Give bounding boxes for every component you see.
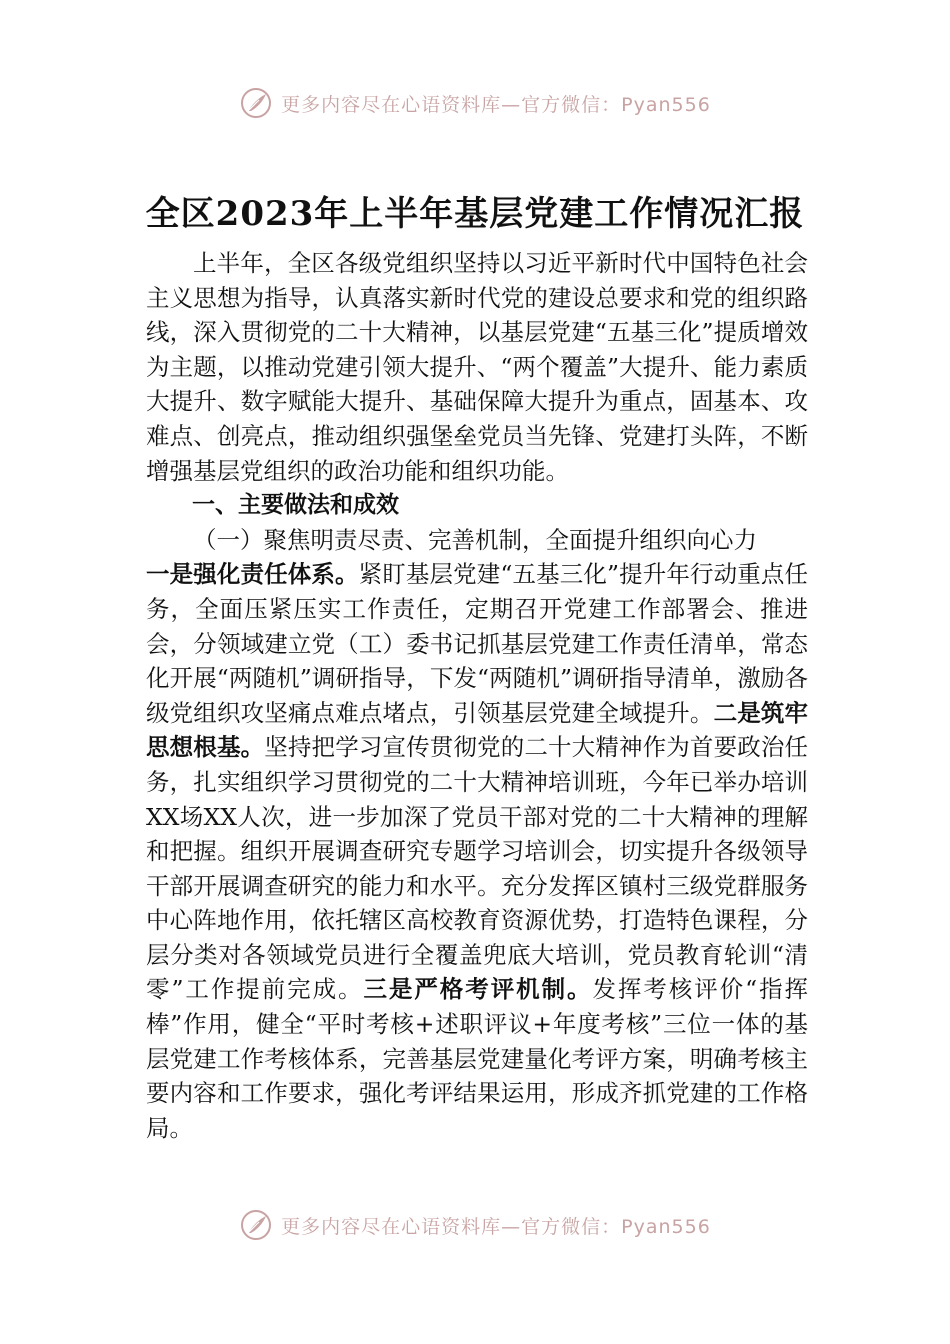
body-text: 坚持把学习宣传贯彻党的二十大精神作为首要政治任务，扎实组织学习贯彻党的二十大精神培训班，今年已举办培训XX场XX人次，进一步加深了党员干部对党的二十大精神的理解和把握。组织开展调查研究专题学习培训会，切实提升各级领导干部开展调查研究的能力和水平。充分发挥区镇村三级党群服务中心阵地作用，依托辖区高校教育资源优势，打造特色课程，分层分类对各领域党员进行全覆盖兜底大培训，党员教育轮训“清零”工作提前完成。 bbox=[146, 733, 809, 1004]
document-body bbox=[146, 246, 808, 1145]
feather-pen-logo-icon bbox=[239, 1208, 273, 1242]
watermark-text: 更多内容尽在心语资料库—官方微信：Pyan556 bbox=[281, 1215, 711, 1238]
section-heading: 一、主要做法和成效 bbox=[192, 492, 399, 519]
lead-phrase: 三是严格考评机制。 bbox=[363, 975, 593, 1004]
body-text: 紧盯基层党建“五基三化”提升年行动重点任务，全面压紧压实工作责任，定期召开党建工作部署会、推进会，分领域建立党（工）委书记抓基层党建工作责任清单，常态化开展“两随机”调研指导，下发“两随机”调研指导清单，激励各级党组织攻坚痛点难点堵点，引领基层党建全域提升。 bbox=[146, 560, 809, 727]
feather-pen-logo-icon bbox=[239, 86, 273, 120]
watermark-text: 更多内容尽在心语资料库—官方微信：Pyan556 bbox=[281, 93, 711, 116]
body-text: 发挥考核评价“指挥棒”作用，健全“平时考核+述职评议+年度考核”三位一体的基层党建工作考核体系，完善基层党建量化考评方案，明确考核主要内容和工作要求，强化考评结果运用，形成齐抓党建的工作格局。 bbox=[146, 975, 809, 1142]
watermark-header bbox=[0, 86, 950, 120]
lead-phrase: 一是强化责任体系。 bbox=[146, 560, 359, 589]
subsection-heading: （一）聚焦明责尽责、完善机制，全面提升组织向心力 bbox=[193, 525, 757, 554]
body-paragraph bbox=[146, 557, 808, 1145]
intro-paragraph: 上半年，全区各级党组织坚持以习近平新时代中国特色社会主义思想为指导，认真落实新时代党的建设总要求和党的组织路线，深入贯彻党的二十大精神，以基层党建“五基三化”提质增效为主题，以推动党建引领大提升、“两个覆盖”大提升、能力素质大提升、数字赋能大提升、基础保障大提升为重点，固基本、攻难点、创亮点，推动组织强堡垒党员当先锋、党建打头阵，不断增强基层党组织的政治功能和组织功能。 bbox=[146, 249, 808, 485]
page-title: 全区2023年上半年基层党建工作情况汇报 bbox=[145, 194, 805, 234]
watermark-footer bbox=[0, 1208, 950, 1242]
lead-phrase: 二是筑牢思想根基。 bbox=[146, 698, 809, 762]
